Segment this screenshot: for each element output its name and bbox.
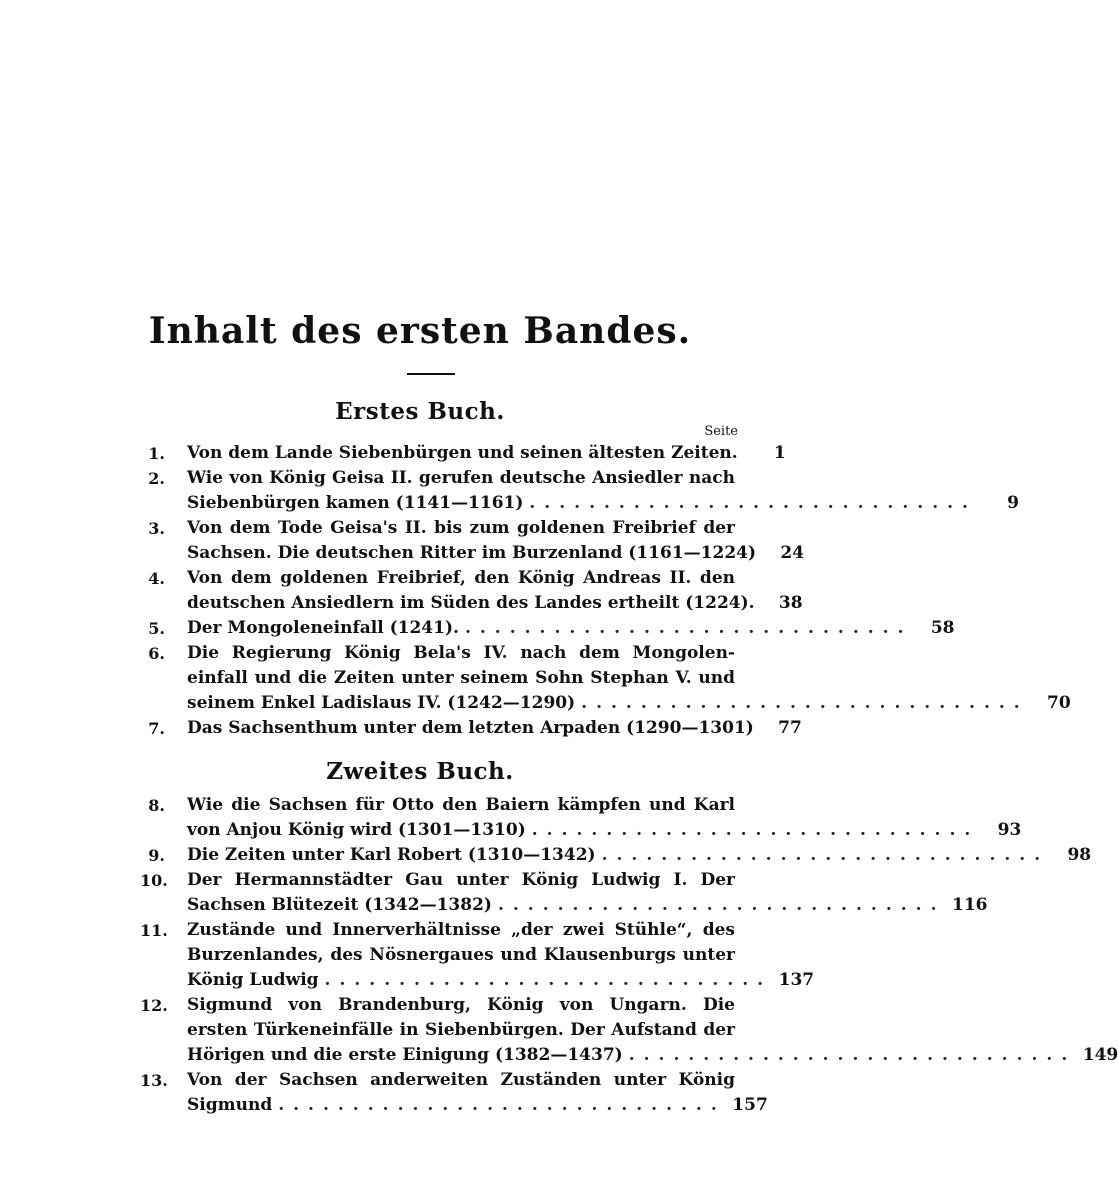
toc-entry <box>140 516 805 566</box>
chapter-number: 2. <box>148 469 165 488</box>
chapter-number: 6. <box>148 644 165 663</box>
chapter-title-last-line <box>187 893 988 918</box>
toc-entry <box>140 793 1022 843</box>
chapter-title-last-line <box>187 818 1022 843</box>
chapter-title-last-line <box>187 491 1019 516</box>
chapter-number: 1. <box>148 444 165 463</box>
chapter-text <box>187 868 988 918</box>
chapter-text <box>187 516 805 566</box>
chapter-text <box>187 993 1118 1068</box>
chapter-number: 9. <box>148 846 165 865</box>
chapter-title-last-line <box>187 716 802 741</box>
chapter-title-line: ersten Türkeneinfälle in Siebenbürgen. Der Aufstand der <box>187 1020 735 1040</box>
chapter-number: 12. <box>140 996 168 1015</box>
chapter-text <box>187 616 955 641</box>
page-number: 9 <box>1007 493 1019 513</box>
page-number: 1 <box>773 443 786 463</box>
toc-entry <box>140 566 803 616</box>
dot-leader: .............................. <box>497 895 946 915</box>
chapter-title-last-line <box>187 591 803 616</box>
chapter-number: 5. <box>148 619 165 638</box>
chapter-text <box>187 1068 768 1118</box>
chapter-title-last-line <box>187 843 1092 868</box>
chapter-text <box>187 793 1022 843</box>
chapter-title-line: Burzenlandes, des Nösnergaues und Klausenburgs unter <box>187 945 735 965</box>
page-number: 137 <box>778 970 815 990</box>
page-number: 98 <box>1067 845 1092 865</box>
chapter-text <box>187 641 1071 716</box>
chapter-number: 11. <box>140 921 168 940</box>
chapter-title-line: von Anjou König wird (1301—1310) <box>187 820 526 840</box>
dot-leader: .............................. <box>464 618 913 638</box>
chapter-title-line: Sigmund von Brandenburg, König von Ungarn. Die <box>187 995 735 1015</box>
page-number: 149 <box>1082 1045 1118 1065</box>
toc-entry <box>140 466 1019 516</box>
book-heading-1: Erstes Buch. <box>335 398 505 425</box>
page-number: 70 <box>1047 693 1071 713</box>
page-number: 116 <box>952 895 988 915</box>
dot-leader: .............................. <box>581 693 1029 713</box>
chapter-number: 8. <box>148 796 165 815</box>
toc-entry <box>140 993 1118 1068</box>
chapter-title-last-line <box>187 541 805 566</box>
chapter-title-last-line <box>187 968 815 993</box>
chapter-title-line: einfall und die Zeiten unter seinem Sohn Stephan V. und <box>187 668 735 688</box>
chapter-text <box>187 466 1019 516</box>
chapter-text <box>187 918 815 993</box>
dot-leader: .............................. <box>601 845 1050 865</box>
chapter-title-line: Der Mongoleneinfall (1241). <box>187 618 459 638</box>
chapter-title-line: König Ludwig <box>187 970 319 990</box>
page-number: 93 <box>997 820 1022 840</box>
chapter-text <box>187 716 802 741</box>
chapter-title-line: deutschen Ansiedlern im Süden des Landes ertheilt (1224). <box>187 593 755 613</box>
dot-leader: .............................. <box>628 1045 1077 1065</box>
chapter-title-line: Von dem goldenen Freibrief, den König Andreas II. den <box>187 568 735 588</box>
chapter-title-last-line <box>187 1093 768 1118</box>
chapter-title-last-line <box>187 691 1071 716</box>
chapter-title-line: Von dem Lande Siebenbürgen und seinen ältesten Zeiten. <box>187 443 738 463</box>
chapter-title-line: Sachsen. Die deutschen Ritter im Burzenland (1161—1224) <box>187 543 757 563</box>
page-number: 58 <box>930 618 955 638</box>
chapter-number: 3. <box>148 519 165 538</box>
page-column-label: Seite <box>704 424 738 439</box>
chapter-title-line: Das Sachsenthum unter dem letzten Arpaden (1290—1301) <box>187 718 754 738</box>
page-number: 157 <box>732 1095 768 1115</box>
dot-leader: .............................. <box>531 820 980 840</box>
chapter-number: 4. <box>148 569 165 588</box>
dot-leader: .............................. <box>278 1095 726 1115</box>
chapter-title-line: Zustände und Innerverhältnisse „der zwei Stühle“, des <box>187 920 735 940</box>
chapter-title-line: Sigmund <box>187 1095 273 1115</box>
chapter-title-line: Hörigen und die erste Einigung (1382—1437) <box>187 1045 623 1065</box>
chapter-title-last-line <box>187 616 955 641</box>
title-divider <box>407 373 455 375</box>
chapter-title-last-line <box>187 441 786 466</box>
chapter-title-line: Wie von König Geisa II. gerufen deutsche Ansiedler nach <box>187 468 735 488</box>
toc-entry <box>140 641 1071 716</box>
chapter-title-line: Von der Sachsen anderweiten Zuständen unter König <box>187 1070 735 1090</box>
toc-entry <box>140 868 988 918</box>
chapter-title-last-line <box>187 1043 1118 1068</box>
chapter-text <box>187 441 786 466</box>
chapter-text <box>187 843 1092 868</box>
chapter-title-line: Wie die Sachsen für Otto den Baiern kämpfen und Karl <box>187 795 735 815</box>
dot-leader: .............................. <box>529 493 977 513</box>
toc-entry <box>140 918 815 993</box>
chapter-title-line: Die Zeiten unter Karl Robert (1310—1342) <box>187 845 596 865</box>
toc-entry <box>140 441 786 466</box>
dot-leader: .............................. <box>324 970 773 990</box>
chapter-title-line: Von dem Tode Geisa's II. bis zum goldenen Freibrief der <box>187 518 735 538</box>
chapter-title-line: seinem Enkel Ladislaus IV. (1242—1290) <box>187 693 576 713</box>
chapter-number: 7. <box>148 719 165 738</box>
book-heading-2: Zweites Buch. <box>326 758 514 785</box>
chapter-title-line: Die Regierung König Bela's IV. nach dem Mongolen- <box>187 643 735 663</box>
page-title: Inhalt des ersten Bandes. <box>148 310 692 352</box>
chapter-title-line: Siebenbürgen kamen (1141—1161) <box>187 493 524 513</box>
chapter-title-line: Der Hermannstädter Gau unter König Ludwig I. Der <box>187 870 735 890</box>
toc-entry <box>140 843 1092 868</box>
page-number: 24 <box>780 543 805 563</box>
toc-entry <box>140 716 802 741</box>
chapter-title-line: Sachsen Blütezeit (1342—1382) <box>187 895 492 915</box>
chapter-number: 10. <box>140 871 168 890</box>
toc-entry <box>140 1068 768 1118</box>
page-number: 38 <box>778 593 803 613</box>
chapter-number: 13. <box>140 1071 168 1090</box>
chapter-text <box>187 566 803 616</box>
toc-entry <box>140 616 955 641</box>
page-number: 77 <box>778 718 802 738</box>
